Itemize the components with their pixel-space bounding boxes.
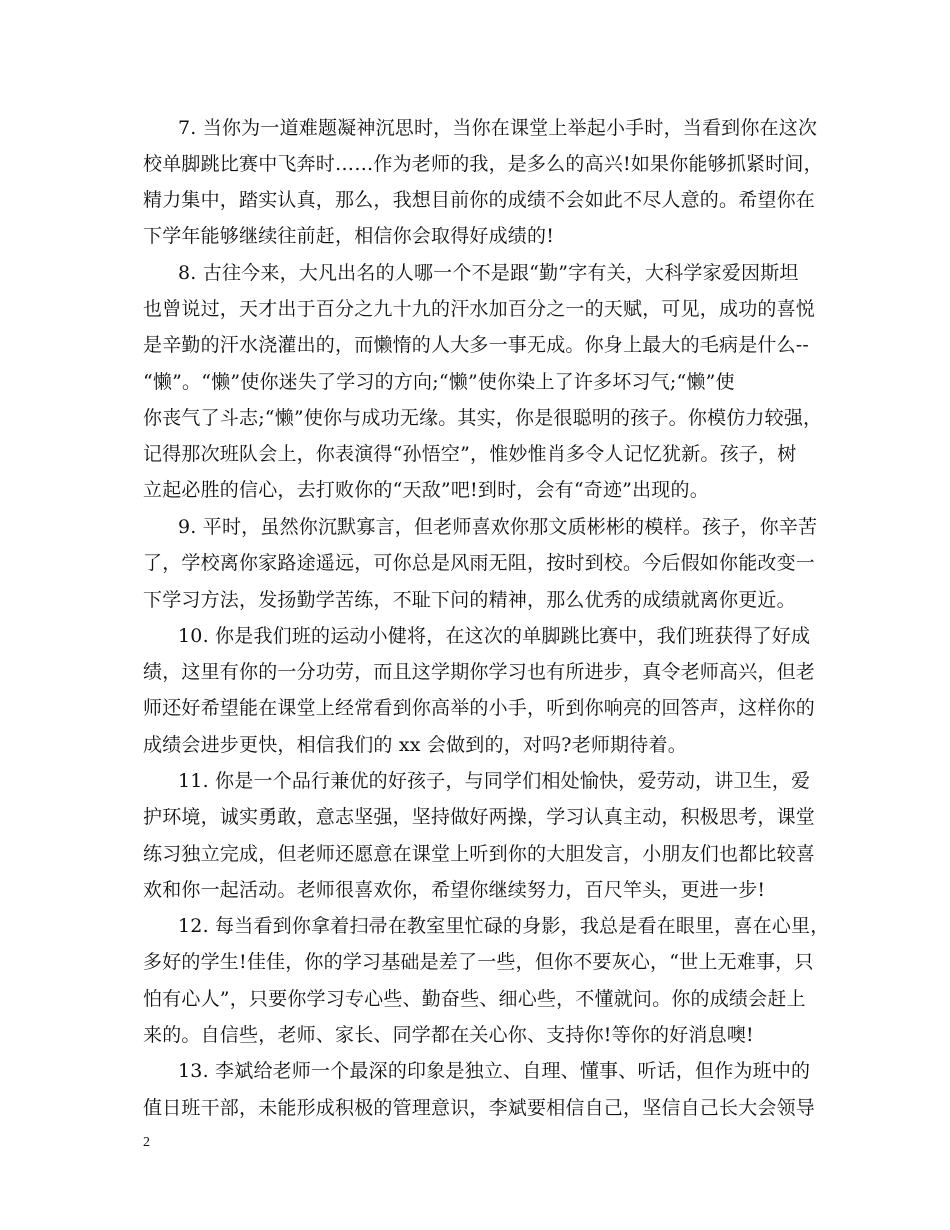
- paragraph-11-line-1: 11. 你是一个品行兼优的好孩子，与同学们相处愉快，爱劳动，讲卫生，爱: [178, 770, 811, 792]
- paragraph-8-line-2: 也曾说过，天才出于百分之九十九的汗水加百分之一的天赋，可见，成功的喜悦: [143, 298, 816, 320]
- page-number: 2: [143, 1135, 150, 1150]
- paragraph-10-line-4: 成绩会进步更快，相信我们的 xx 会做到的，对吗?老师期待着。: [143, 734, 687, 756]
- paragraph-8-line-4: “懒”。“懒”使你迷失了学习的方向;“懒”使你染上了许多坏习气;“懒”使: [143, 371, 735, 393]
- paragraph-8-line-1: 8. 古往今来，大凡出名的人哪一个不是跟“勤”字有关，大科学家爱因斯坦: [178, 262, 799, 284]
- paragraph-10-line-2: 绩，这里有你的一分功劳，而且这学期你学习也有所进步，真令老师高兴，但老: [143, 661, 816, 683]
- paragraph-7-line-4: 下学年能够继续往前赶，相信你会取得好成绩的!: [143, 225, 555, 247]
- paragraph-9-line-3: 下学习方法，发扬勤学苦练，不耻下问的精神，那么优秀的成绩就离你更近。: [143, 589, 796, 611]
- paragraph-11-line-4: 欢和你一起活动。老师很喜欢你，希望你继续努力，百尺竿头，更进一步!: [143, 879, 766, 901]
- paragraph-9-line-1: 9. 平时，虽然你沉默寡言，但老师喜欢你那文质彬彬的模样。孩子，你辛苦: [178, 516, 818, 538]
- paragraph-7-line-2: 校单脚跳比赛中飞奔时……作为老师的我，是多么的高兴!如果你能够抓紧时间，: [143, 153, 823, 175]
- paragraph-7-line-3: 精力集中，踏实认真，那么，我想目前你的成绩不会如此不尽人意的。希望你在: [143, 189, 816, 211]
- paragraph-10-line-1: 10. 你是我们班的运动小健将，在这次的单脚跳比赛中，我们班获得了好成: [178, 625, 811, 647]
- paragraph-11-line-3: 练习独立完成，但老师还愿意在课堂上听到你的大胆发言，小朋友们也都比较喜: [143, 843, 816, 865]
- paragraph-12-line-2: 多好的学生!佳佳，你的学习基础是差了一些，但你不要灰心，“世上无难事，只: [143, 951, 814, 973]
- paragraph-8-line-6: 记得那次班队会上，你表演得“孙悟空”，惟妙惟肖多令人记忆犹新。孩子，树: [143, 443, 797, 465]
- paragraph-13-line-1: 13. 李斌给老师一个最深的印象是独立、自理、懂事、听话，但作为班中的: [178, 1060, 811, 1082]
- paragraph-10-line-3: 师还好希望能在课堂上经常看到你高举的小手，听到你响亮的回答声，这样你的: [143, 697, 816, 719]
- paragraph-9-line-2: 了，学校离你家路途遥远，可你总是风雨无阻，按时到校。今后假如你能改变一: [143, 552, 816, 574]
- paragraph-8-line-5: 你丧气了斗志;“懒”使你与成功无缘。其实，你是很聪明的孩子。你模仿力较强，: [143, 407, 823, 429]
- paragraph-11-line-2: 护环境，诚实勇敢，意志坚强，坚持做好两操，学习认真主动，积极思考，课堂: [143, 806, 816, 828]
- paragraph-8-line-3: 是辛勤的汗水浇灌出的，而懒惰的人大多一事无成。你身上最大的毛病是什么--: [143, 334, 810, 356]
- paragraph-13-line-2: 值日班干部，未能形成积极的管理意识，李斌要相信自己，坚信自己长大会领导: [143, 1097, 816, 1119]
- paragraph-12-line-4: 来的。自信些，老师、家长、同学都在关心你、支持你!等你的好消息噢!: [143, 1024, 754, 1046]
- paragraph-7-line-1: 7. 当你为一道难题凝神沉思时，当你在课堂上举起小手时，当看到你在这次: [178, 117, 818, 139]
- paragraph-8-line-7: 立起必胜的信心，去打败你的“天敌”吧!到时，会有“奇迹”出现的。: [143, 479, 709, 501]
- paragraph-12-line-3: 怕有心人”，只要你学习专心些、勤奋些、细心些，不懂就问。你的成绩会赶上: [143, 988, 806, 1010]
- paragraph-12-line-1: 12. 每当看到你拿着扫帚在教室里忙碌的身影，我总是看在眼里，喜在心里，: [178, 915, 830, 937]
